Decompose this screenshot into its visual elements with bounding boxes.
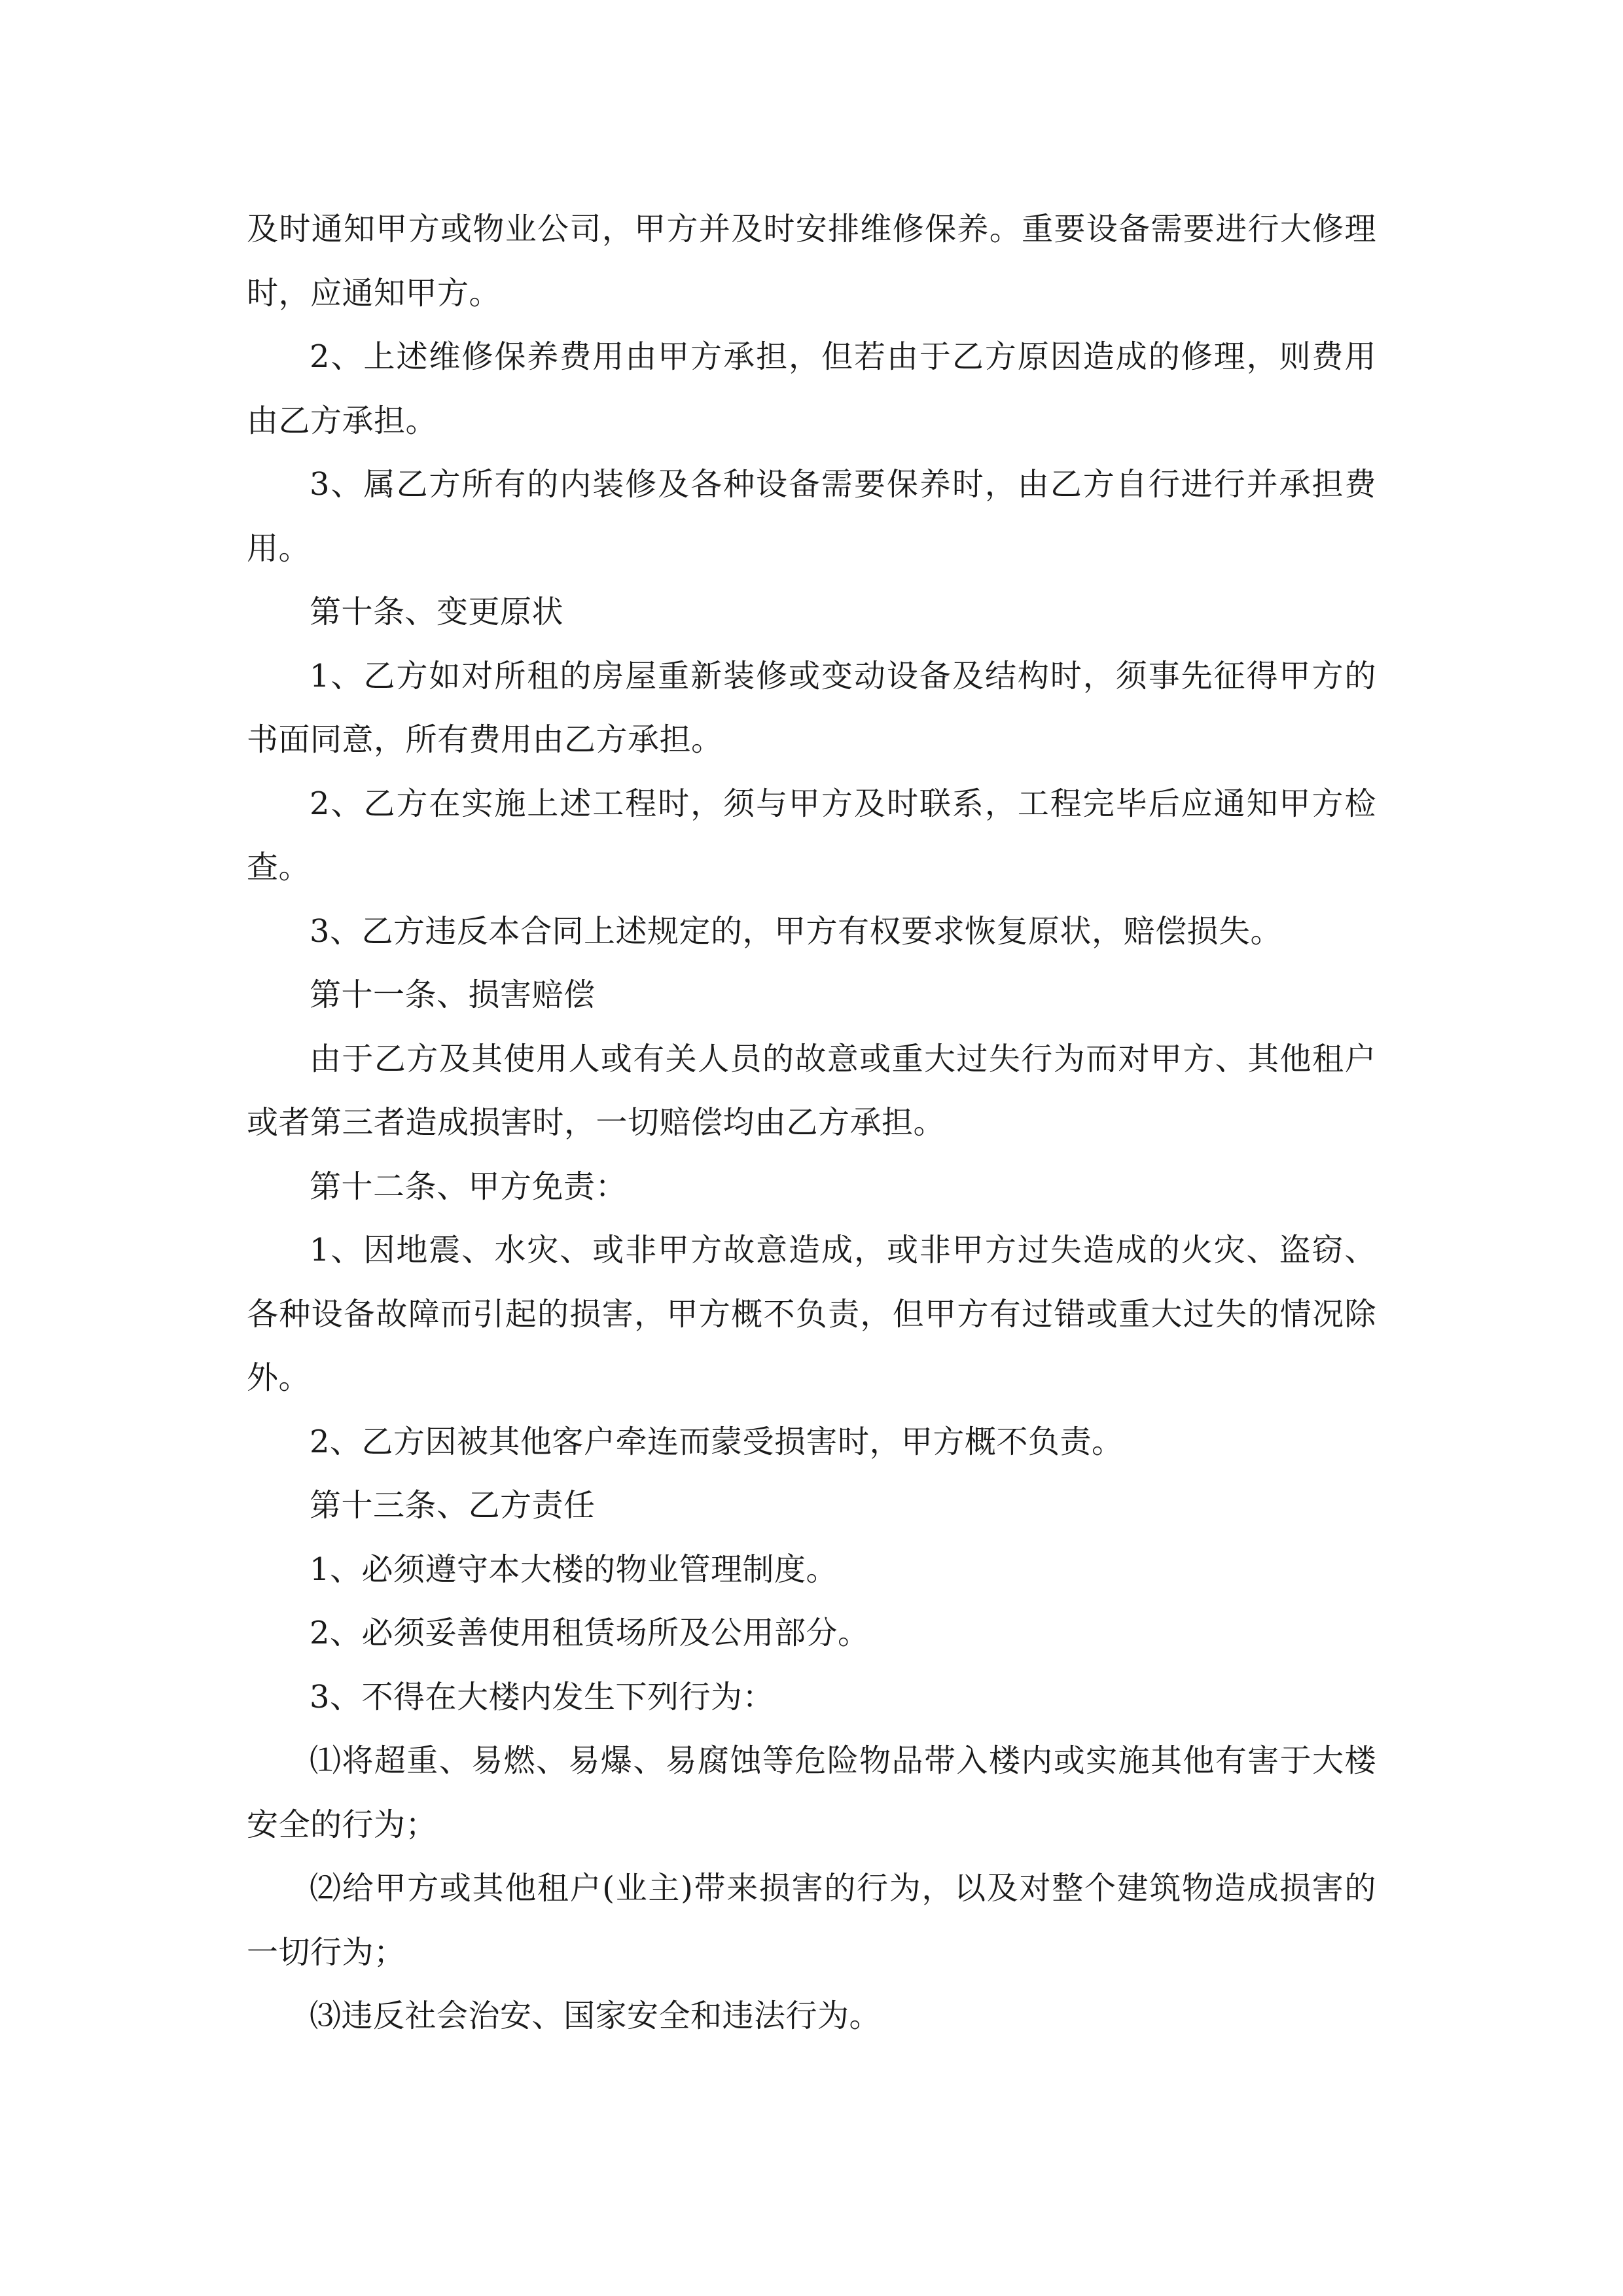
document-body xyxy=(247,198,1376,2049)
paragraph-proper-use: 2、必须妥善使用租赁场所及公用部分。 xyxy=(310,1615,870,1651)
paragraph-exemption-other-clients: 2、乙方因被其他客户牵连而蒙受损害时，甲方概不负责。 xyxy=(310,1423,1124,1460)
heading-article-12: 第十二条、甲方免责： xyxy=(310,1168,628,1205)
paragraph-continuation: 及时通知甲方或物业公司，甲方并及时安排维修保养。重要设备需要进行大修理时，应通知甲方。 xyxy=(247,211,1376,312)
paragraph-maintenance-cost: 2、上述维修保养费用由甲方承担，但若由于乙方原因造成的修理，则费用由乙方承担。 xyxy=(247,338,1376,439)
paragraph-property-rules: 1、必须遵守本大楼的物业管理制度。 xyxy=(310,1551,838,1588)
paragraph-tenant-equipment: 3、属乙方所有的内装修及各种设备需要保养时，由乙方自行进行并承担费用。 xyxy=(247,466,1376,567)
heading-article-11: 第十一条、损害赔偿 xyxy=(310,977,596,1013)
paragraph-renovation-violation: 3、乙方违反本合同上述规定的，甲方有权要求恢复原状，赔偿损失。 xyxy=(310,912,1283,950)
paragraph-prohibited-item-2: ⑵给甲方或其他租户(业主)带来损害的行为，以及对整个建筑物造成损害的一切行为； xyxy=(247,1870,1376,1971)
paragraph-renovation-consent: 1、乙方如对所租的房屋重新装修或变动设备及结构时，须事先征得甲方的书面同意，所有费用由乙方承担。 xyxy=(247,657,1376,758)
paragraph-prohibited-acts: 3、不得在大楼内发生下列行为： xyxy=(310,1678,775,1715)
paragraph-prohibited-item-3: ⑶违反社会治安、国家安全和违法行为。 xyxy=(310,1998,882,2034)
paragraph-damage-compensation: 由于乙方及其使用人或有关人员的故意或重大过失行为而对甲方、其他租户或者第三者造成损害时，一切赔偿均由乙方承担。 xyxy=(247,1040,1376,1141)
heading-article-13: 第十三条、乙方责任 xyxy=(310,1487,596,1524)
paragraph-exemption-disaster: 1、因地震、水灾、或非甲方故意造成，或非甲方过失造成的火灾、盗窃、各种设备故障而引起的损害，甲方概不负责，但甲方有过错或重大过失的情况除外。 xyxy=(247,1232,1376,1396)
paragraph-prohibited-item-1: ⑴将超重、易燃、易爆、易腐蚀等危险物品带入楼内或实施其他有害于大楼安全的行为； xyxy=(247,1742,1376,1843)
paragraph-renovation-contact: 2、乙方在实施上述工程时，须与甲方及时联系，工程完毕后应通知甲方检查。 xyxy=(247,785,1376,886)
heading-article-10: 第十条、变更原状 xyxy=(310,594,564,630)
